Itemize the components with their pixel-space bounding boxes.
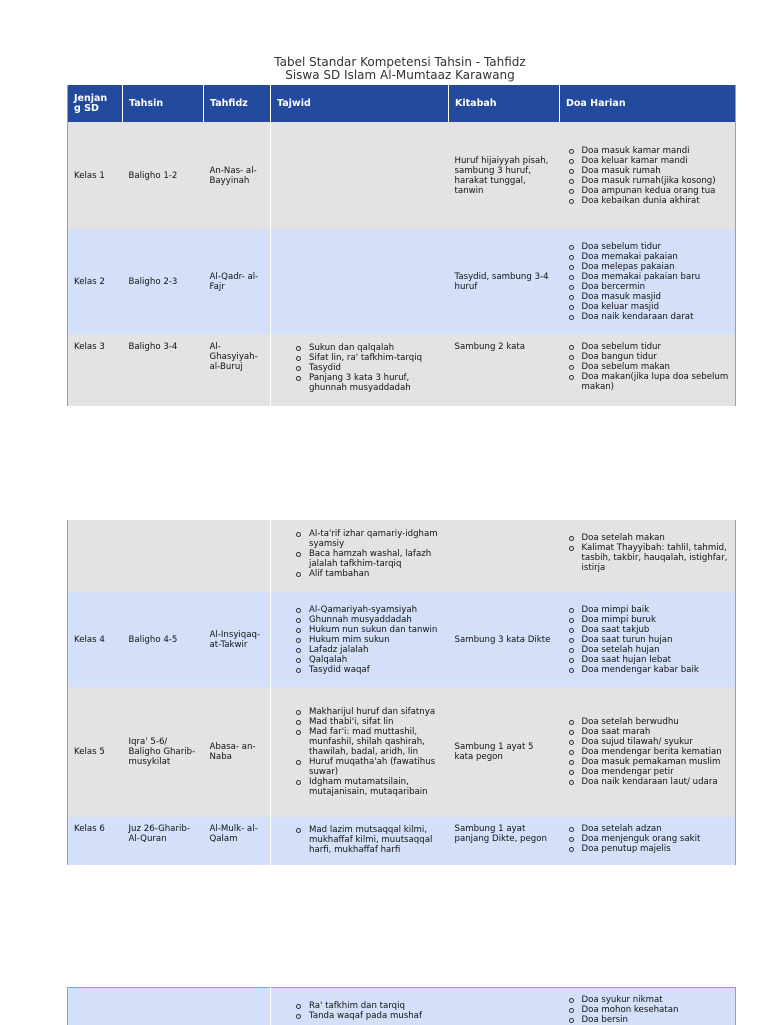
title-line-1: Tabel Standar Kompetensi Tahsin - Tahfidz (0, 56, 768, 69)
cell-doa (560, 520, 736, 592)
list-item: Doa memakai pakaian (582, 252, 730, 262)
list-item: Sifat lin, ra' tafkhim-tarqiq (309, 353, 443, 363)
doa-list (566, 533, 730, 573)
cell-tahsin: Iqra' 5-6/ Baligho Gharib-musykilat (123, 687, 204, 817)
list-item: Doa ampunan kedua orang tua (582, 186, 730, 196)
header-doa-harian: Doa Harian (560, 85, 736, 122)
cell-kitabah: Sambung 3 kata Dikte (449, 592, 560, 687)
list-item: Tasydid waqaf (309, 665, 443, 675)
list-item: Doa saat turun hujan (582, 635, 730, 645)
cell-tahfidz (204, 988, 271, 1025)
list-item: Doa saat marah (582, 727, 730, 737)
list-item: Huruf muqatha'ah (fawatihus suwar) (309, 757, 443, 777)
cell-tahsin: Juz 26-Gharib-Al-Quran (123, 817, 204, 865)
cell-kelas: Kelas 1 (68, 122, 123, 229)
cell-tahfidz: Al-Qadr- al-Fajr (204, 229, 271, 334)
list-item: Doa syukur nikmat (582, 995, 730, 1005)
list-item: Doa sebelum makan (582, 362, 730, 372)
list-item: Doa setelah berwudhu (582, 717, 730, 727)
table-row (68, 988, 736, 1025)
doa-list (566, 717, 730, 787)
cell-kelas (68, 988, 123, 1025)
cell-tajwid (271, 122, 449, 229)
list-item: Ra' tafkhim dan tarqiq (309, 1001, 443, 1011)
list-item: Al-ta'rif izhar qamariy-idgham syamsiy (309, 529, 443, 549)
list-item: Doa menjenguk orang sakit (582, 834, 730, 844)
list-item: Doa bercermin (582, 282, 730, 292)
list-item: Doa keluar kamar mandi (582, 156, 730, 166)
competency-table-part-1 (67, 85, 736, 406)
header-jenjang: Jenjan g SD (68, 85, 123, 122)
list-item: Doa memakai pakaian baru (582, 272, 730, 282)
list-item: Idgham mutamatsilain, mutajanisain, mutaqaribain (309, 777, 443, 797)
cell-tahfidz: Al-Insyiqaq-at-Takwir (204, 592, 271, 687)
table-row (68, 817, 736, 865)
tajwid-list (293, 343, 443, 393)
doa-list (566, 824, 730, 854)
document-title (0, 56, 768, 82)
cell-doa (560, 334, 736, 406)
list-item: Tanda waqaf pada mushaf (309, 1011, 443, 1021)
list-item: Doa saat takjub (582, 625, 730, 635)
list-item: Doa bangun tidur (582, 352, 730, 362)
cell-kitabah: Sambung 1 ayat 5 kata pegon (449, 687, 560, 817)
list-item: Doa makan(jika lupa doa sebelum makan) (582, 372, 730, 392)
list-item: Doa setelah makan (582, 533, 730, 543)
table-row (68, 520, 736, 592)
list-item: Doa sebelum tidur (582, 242, 730, 252)
doa-list (566, 146, 730, 206)
cell-doa (560, 122, 736, 229)
cell-kelas: Kelas 5 (68, 687, 123, 817)
list-item: Doa penutup majelis (582, 844, 730, 854)
list-item: Doa mohon kesehatan (582, 1005, 730, 1015)
list-item: Kalimat Thayyibah: tahlil, tahmid, tasbih, takbir, hauqalah, istighfar, istirja (582, 543, 730, 573)
cell-tahfidz: Al-Ghasyiyah-al-Buruj (204, 334, 271, 406)
doa-list (566, 242, 730, 322)
list-item: Doa mendengar kabar baik (582, 665, 730, 675)
cell-tajwid (271, 592, 449, 687)
competency-table-part-3 (67, 987, 736, 1025)
list-item: Doa masuk masjid (582, 292, 730, 302)
list-item: Doa naik kendaraan laut/ udara (582, 777, 730, 787)
list-item: Doa mimpi baik (582, 605, 730, 615)
list-item: Alif tambahan (309, 569, 443, 579)
doa-list (566, 342, 730, 392)
cell-tahsin (123, 520, 204, 592)
cell-doa (560, 988, 736, 1025)
cell-tahfidz: Al-Mulk- al-Qalam (204, 817, 271, 865)
tajwid-list (293, 605, 443, 675)
cell-kitabah (449, 520, 560, 592)
list-item: Doa setelah adzan (582, 824, 730, 834)
tajwid-list (293, 1001, 443, 1021)
list-item: Makharijul huruf dan sifatnya (309, 707, 443, 717)
cell-doa (560, 687, 736, 817)
cell-kitabah: Huruf hijaiyyah pisah, sambung 3 huruf, harakat tunggal, tanwin (449, 122, 560, 229)
header-kitabah: Kitabah (449, 85, 560, 122)
list-item: Qalqalah (309, 655, 443, 665)
table-row (68, 122, 736, 229)
cell-tahfidz: An-Nas- al-Bayyinah (204, 122, 271, 229)
tajwid-list (293, 825, 443, 855)
cell-tahfidz: Abasa- an-Naba (204, 687, 271, 817)
list-item: Hukum mim sukun (309, 635, 443, 645)
list-item: Mad lazim mutsaqqal kilmi, mukhaffaf kilmi, muutsaqqal harfi, mukhaffaf harfi (309, 825, 443, 855)
cell-doa (560, 229, 736, 334)
cell-doa (560, 592, 736, 687)
header-tajwid: Tajwid (271, 85, 449, 122)
cell-tajwid (271, 687, 449, 817)
cell-kelas: Kelas 3 (68, 334, 123, 406)
list-item: Hukum nun sukun dan tanwin (309, 625, 443, 635)
tajwid-list (293, 529, 443, 579)
list-item: Doa masuk rumah(jika kosong) (582, 176, 730, 186)
list-item: Doa kebaikan dunia akhirat (582, 196, 730, 206)
list-item: Doa setelah hujan (582, 645, 730, 655)
cell-kitabah: Tasydid, sambung 3-4 huruf (449, 229, 560, 334)
cell-tajwid (271, 229, 449, 334)
cell-tajwid (271, 334, 449, 406)
list-item: Al-Qamariyah-syamsiyah (309, 605, 443, 615)
list-item: Ghunnah musyaddadah (309, 615, 443, 625)
cell-tahsin: Baligho 3-4 (123, 334, 204, 406)
title-line-2: Siswa SD Islam Al-Mumtaaz Karawang (0, 69, 768, 82)
list-item: Doa bersin (582, 1015, 730, 1025)
header-tahsin: Tahsin (123, 85, 204, 122)
list-item: Doa mendengar petir (582, 767, 730, 777)
cell-tahsin (123, 988, 204, 1025)
doa-list (566, 605, 730, 675)
list-item: Doa naik kendaraan darat (582, 312, 730, 322)
cell-kitabah: Sambung 2 kata (449, 334, 560, 406)
table-row (68, 687, 736, 817)
list-item: Doa masuk pemakaman muslim (582, 757, 730, 767)
tajwid-list (293, 707, 443, 797)
list-item: Doa masuk kamar mandi (582, 146, 730, 156)
list-item: Sukun dan qalqalah (309, 343, 443, 353)
table-row (68, 229, 736, 334)
table-row (68, 334, 736, 406)
list-item: Doa masuk rumah (582, 166, 730, 176)
cell-tajwid (271, 988, 449, 1025)
list-item: Lafadz jalalah (309, 645, 443, 655)
list-item: Doa saat hujan lebat (582, 655, 730, 665)
list-item: Panjang 3 kata 3 huruf, ghunnah musyaddadah (309, 373, 443, 393)
list-item: Doa melepas pakaian (582, 262, 730, 272)
list-item: Doa sujud tilawah/ syukur (582, 737, 730, 747)
list-item: Doa sebelum tidur (582, 342, 730, 352)
cell-tahsin: Baligho 1-2 (123, 122, 204, 229)
cell-kitabah (449, 988, 560, 1025)
cell-tahsin: Baligho 4-5 (123, 592, 204, 687)
cell-kelas (68, 520, 123, 592)
cell-kelas: Kelas 2 (68, 229, 123, 334)
header-tahfidz: Tahfidz (204, 85, 271, 122)
list-item: Tasydid (309, 363, 443, 373)
competency-table-part-2 (67, 520, 736, 865)
list-item: Doa mendengar berita kematian (582, 747, 730, 757)
cell-kelas: Kelas 6 (68, 817, 123, 865)
doa-list (566, 995, 730, 1025)
cell-tahfidz (204, 520, 271, 592)
list-item: Doa keluar masjid (582, 302, 730, 312)
list-item: Mad thabi'i, sifat lin (309, 717, 443, 727)
cell-kelas: Kelas 4 (68, 592, 123, 687)
table-header-row (68, 85, 736, 122)
cell-tajwid (271, 520, 449, 592)
cell-kitabah: Sambung 1 ayat panjang Dikte, pegon (449, 817, 560, 865)
cell-tahsin: Baligho 2-3 (123, 229, 204, 334)
cell-doa (560, 817, 736, 865)
list-item: Doa mimpi buruk (582, 615, 730, 625)
table-row (68, 592, 736, 687)
cell-tajwid (271, 817, 449, 865)
list-item: Baca hamzah washal, lafazh jalalah tafkhim-tarqiq (309, 549, 443, 569)
list-item: Mad far'i: mad muttashil, munfashil, shilah qashirah, thawilah, badal, aridh, lin (309, 727, 443, 757)
